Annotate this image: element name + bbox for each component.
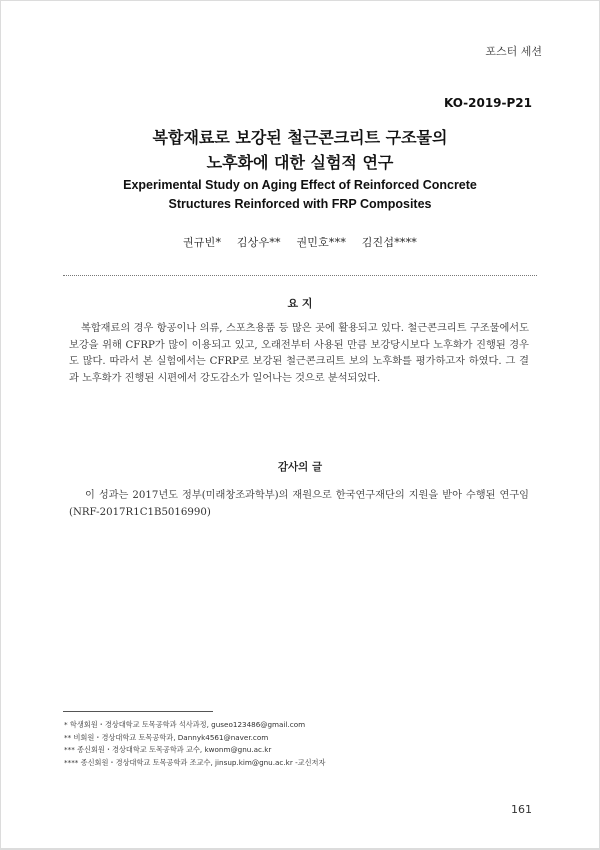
footnotes [64, 719, 534, 769]
footnote: *** 종신회원・경상대학교 토목공학과 교수, kwonm@gnu.ac.kr [64, 745, 272, 755]
footnote: **** 종신회원・경상대학교 토목공학과 조교수, jinsup.kim@gnu.ac.kr -교신저자 [64, 757, 326, 767]
paper-code: KO-2019-P21 [443, 96, 532, 110]
author: 김진섭**** [361, 236, 418, 249]
abstract-body: 복합재료의 경우 항공이나 의류, 스포츠용품 등 많은 곳에 활용되고 있다. 철근콘크리트 구조물에서도 보강을 위해 CFRP가 많이 이용되고 있고, 오래전부터 사용된 만큼 보강당시보다 노후화가 진행된 경우도 많다. 따라서 본 실험에서는 CFRP로 보강된 철근콘크리트 보의 노후화를 평가하고자 하였다. 그 결과 노후화가 진행된 시편에서 강도감소가 일어나는 것으로 분석되었다. [69, 323, 529, 384]
korean-title-line-1: 복합재료로 보강된 철근콘크리트 구조물의 [152, 128, 448, 147]
acknowledgement-heading: 감사의 글 [277, 461, 323, 473]
korean-title [1, 125, 599, 175]
author: 김상우** [236, 236, 281, 249]
english-title-line-2: Structures Reinforced with FRP Composites [168, 197, 432, 211]
footnote: * 학생회원・경상대학교 토목공학과 석사과정, guseo123486@gmail.com [64, 720, 306, 729]
korean-title-line-2: 노후화에 대한 실험적 연구 [206, 153, 394, 172]
english-title [1, 176, 599, 214]
abstract-heading: 요 지 [287, 297, 313, 310]
page-number: 161 [511, 803, 532, 816]
author-list [1, 234, 599, 250]
session-label: 포스터 세션 [485, 45, 542, 58]
paper-page [1, 1, 599, 848]
footnote-divider [63, 711, 213, 712]
footnote: ** 비회원・경상대학교 토목공학과, Dannyk4561@naver.com [64, 732, 269, 742]
english-title-line-1: Experimental Study on Aging Effect of Reinforced Concrete [123, 178, 477, 192]
acknowledgement-body: 이 성과는 2017년도 정부(미래창조과학부)의 재원으로 한국연구재단의 지원을 받아 수행된 연구임(NRF-2017R1C1B5016990) [69, 490, 529, 518]
dotted-divider [63, 275, 537, 276]
author: 권규빈* [182, 236, 222, 249]
author: 권민호*** [296, 236, 347, 249]
